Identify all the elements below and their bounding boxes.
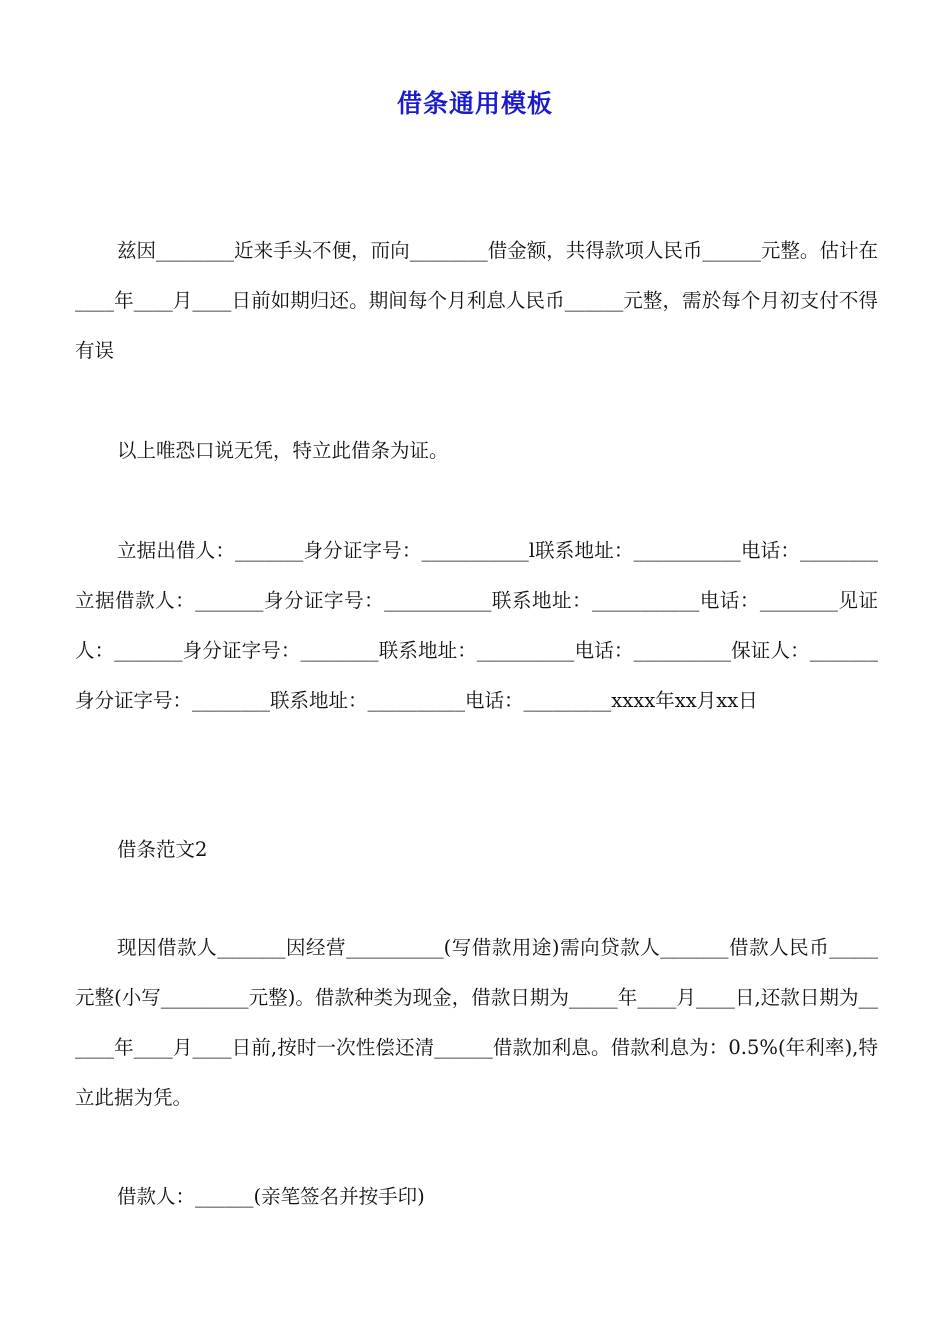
document-title: 借条通用模板 xyxy=(396,89,553,118)
paragraph-loan-terms: 兹因________近来手头不便，而向________借金额，共得款项人民币______元整。估计在____年____月____日前如期归还。期间每个月利息人民币______元整，需於每个月初支付不得有误 xyxy=(75,239,878,362)
paragraph-evidence-statement: 以上唯恐口说无凭，特立此借条为证。 xyxy=(117,439,449,462)
paragraph-parties-info: 立据出借人：_______身分证字号：___________l联系地址：___________电话：________立据借款人：_______身分证字号：___________联系地址：___________电话：________见证人：_______身分证字号：________联系地址：__________电话：__________保证人：_______身分证字号：________联系地址：__________电话：_________xxxx年xx月xx日 xyxy=(75,539,878,712)
paragraph-borrower-signature: 借款人：______(亲笔签名并按手印) xyxy=(117,1185,425,1208)
paragraph-sample-2-terms: 现因借款人_______因经营__________(写借款用途)需向贷款人_______借款人民币_____元整(小写_________元整)。借款种类为现金，借款日期为_____年____月____日,还款日期为______年____月____日前,按时一次性偿还清______借款加利息。借款利息为：0.5%(年利率),特立此据为凭。 xyxy=(75,936,878,1109)
section-heading-sample-2: 借条范文2 xyxy=(117,838,208,861)
